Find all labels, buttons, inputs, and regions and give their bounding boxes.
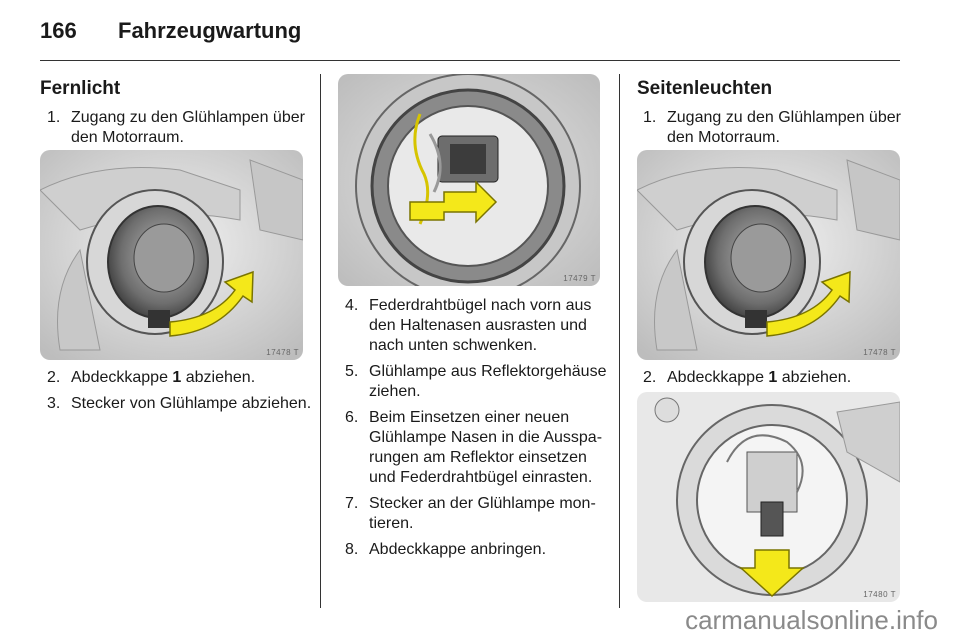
list-item: 8. Abdeckkappe anbringen. — [345, 541, 547, 558]
figure-code: 17479 T — [563, 274, 596, 283]
list-item: 1. Zugang zu den Glühlampen über den Motorraum. — [47, 109, 305, 146]
figure-code: 17480 T — [863, 590, 896, 599]
steps-list — [643, 108, 905, 154]
section-heading-fernlicht: Fernlicht — [40, 78, 121, 99]
list-item: 3. Stecker von Glühlampe abziehen. — [47, 395, 312, 412]
page-title: Fahrzeugwartung — [118, 18, 302, 43]
steps-list — [643, 368, 905, 394]
figure-code: 17478 T — [863, 348, 896, 357]
steps-list — [47, 108, 309, 154]
steps-list — [47, 368, 312, 420]
list-item: 2. Abdeckkappe 1 abziehen. — [47, 369, 256, 386]
list-item: 4. Federdrahtbügel nach vorn aus den Haltenasen ausrasten und nach unten schwenken. — [345, 297, 592, 354]
list-item: 5. Glühlampe aus Reflektorgehäuse ziehen. — [345, 363, 607, 400]
watermark: carmanualsonline.info — [685, 605, 938, 635]
steps-list — [345, 296, 610, 566]
list-item: 1. Zugang zu den Glühlampen über den Motorraum. — [643, 109, 901, 146]
page-header — [40, 18, 301, 44]
list-item: 2. Abdeckkappe 1 abziehen. — [643, 369, 852, 386]
section-heading-seitenleuchten: Seitenleuchten — [637, 78, 773, 99]
list-item: 6. Beim Einsetzen einer neuen Glühlampe Nasen in die Ausspa-rungen am Reflektor einsetzen und Federdrahtbügel einrasten. — [345, 409, 603, 486]
figure-code: 17478 T — [266, 348, 299, 357]
header-rule — [40, 60, 900, 61]
list-item: 7. Stecker an der Glühlampe mon-tieren. — [345, 495, 596, 532]
column-divider-1 — [320, 74, 321, 608]
figure-bulb-removal — [637, 392, 900, 602]
figure-cover-removal — [40, 150, 303, 360]
page-number: 166 — [40, 18, 77, 43]
column-divider-2 — [619, 74, 620, 608]
figure-cover-removal-side — [637, 150, 900, 360]
figure-spring-clip — [338, 74, 600, 286]
